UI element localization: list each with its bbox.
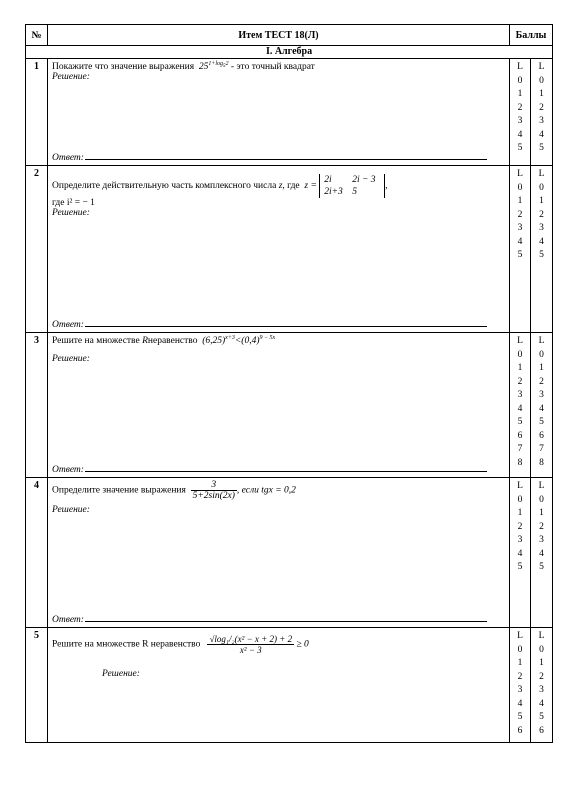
solution-label: Решение: bbox=[52, 72, 90, 83]
question-row bbox=[26, 59, 553, 166]
score-column-1: L 0 1 2 3 4 5 6 7 8 bbox=[510, 333, 531, 478]
score-column-2: L 0 1 2 3 4 5 bbox=[531, 166, 553, 333]
score-column-2: L 0 1 2 3 4 5 6 7 8 bbox=[531, 333, 553, 478]
inequality: $(6,25)^{x+3}<(0,4)^{9 - 5x}$ bbox=[202, 335, 276, 347]
num-header: № bbox=[26, 25, 48, 46]
section-row bbox=[26, 46, 553, 59]
header-row bbox=[26, 25, 553, 46]
score-column-1: L 0 1 2 3 4 5 6 bbox=[510, 628, 531, 743]
solution-label: Решение: bbox=[102, 669, 140, 679]
question-cell: Определите действительную часть комплексного числа z, где z = 2i 2i − 3 2i+3 5, где i² = − 1 Решение: Ответ: bbox=[48, 166, 510, 333]
question-cell: Покажите что значение выражения $25^{1+log_52}$ - это точный квадрат Решение: Ответ: bbox=[48, 59, 510, 166]
condition-text: где i² = − 1 bbox=[52, 198, 95, 208]
question-cell: Решите на множестве R неравенство $\frac{\text{√log₁/₂(x² − x + 2) + 2}}{\text{x² − 3}}$ ≥ 0 Решение: bbox=[48, 628, 510, 743]
title-header: Итем ТЕСТ 18(Л) bbox=[48, 25, 510, 46]
question-text: Покажите что значение выражения bbox=[52, 62, 195, 73]
solution-label: Решение: bbox=[52, 505, 90, 515]
score-column-2: L 0 1 2 3 4 5 bbox=[531, 59, 553, 166]
question-cell: Решите на множестве Rнеравенство $(6,25)^{x+3}<(0,4)^{9 - 5x}$ Решение: Ответ: bbox=[48, 333, 510, 478]
answer-field[interactable]: Ответ: bbox=[52, 613, 487, 625]
answer-field[interactable]: Ответ: bbox=[52, 151, 487, 163]
score-column-1: L 0 1 2 3 4 5 bbox=[510, 166, 531, 333]
question-number: 1 bbox=[26, 59, 48, 166]
score-header: Баллы bbox=[510, 25, 553, 46]
determinant: 2i 2i − 3 2i+3 5 bbox=[319, 174, 385, 198]
solution-label: Решение: bbox=[52, 354, 90, 365]
answer-field[interactable]: Ответ: bbox=[52, 463, 487, 475]
question-row bbox=[26, 333, 553, 478]
score-column-1: L 0 1 2 3 4 5 bbox=[510, 478, 531, 628]
section-title: I. Алгебра bbox=[26, 46, 553, 59]
test-table bbox=[25, 24, 553, 743]
question-row bbox=[26, 478, 553, 628]
score-column-2: L 0 1 2 3 4 5 bbox=[531, 478, 553, 628]
solution-label: Решение: bbox=[52, 208, 90, 218]
fraction: $\frac{\text{√log₁/₂(x² − x + 2) + 2}}{\text{x² − 3}}$ bbox=[209, 634, 293, 655]
question-row bbox=[26, 628, 553, 743]
answer-field[interactable]: Ответ: bbox=[52, 318, 487, 330]
question-cell: Определите значение выражения $\frac{3}{5+2\sin(2x)}$ , если tgx = 0,2 Решение: Ответ: bbox=[48, 478, 510, 628]
question-number: 3 bbox=[26, 333, 48, 478]
score-column-1: L 0 1 2 3 4 5 bbox=[510, 59, 531, 166]
question-number: 5 bbox=[26, 628, 48, 743]
question-row bbox=[26, 166, 553, 333]
math-expression: $25^{1+log_52}$ bbox=[198, 61, 229, 73]
question-number: 4 bbox=[26, 478, 48, 628]
fraction: $\frac{3}{5+2\sin(2x)}$ bbox=[192, 480, 235, 501]
question-number: 2 bbox=[26, 166, 48, 333]
score-column-2: L 0 1 2 3 4 5 6 bbox=[531, 628, 553, 743]
